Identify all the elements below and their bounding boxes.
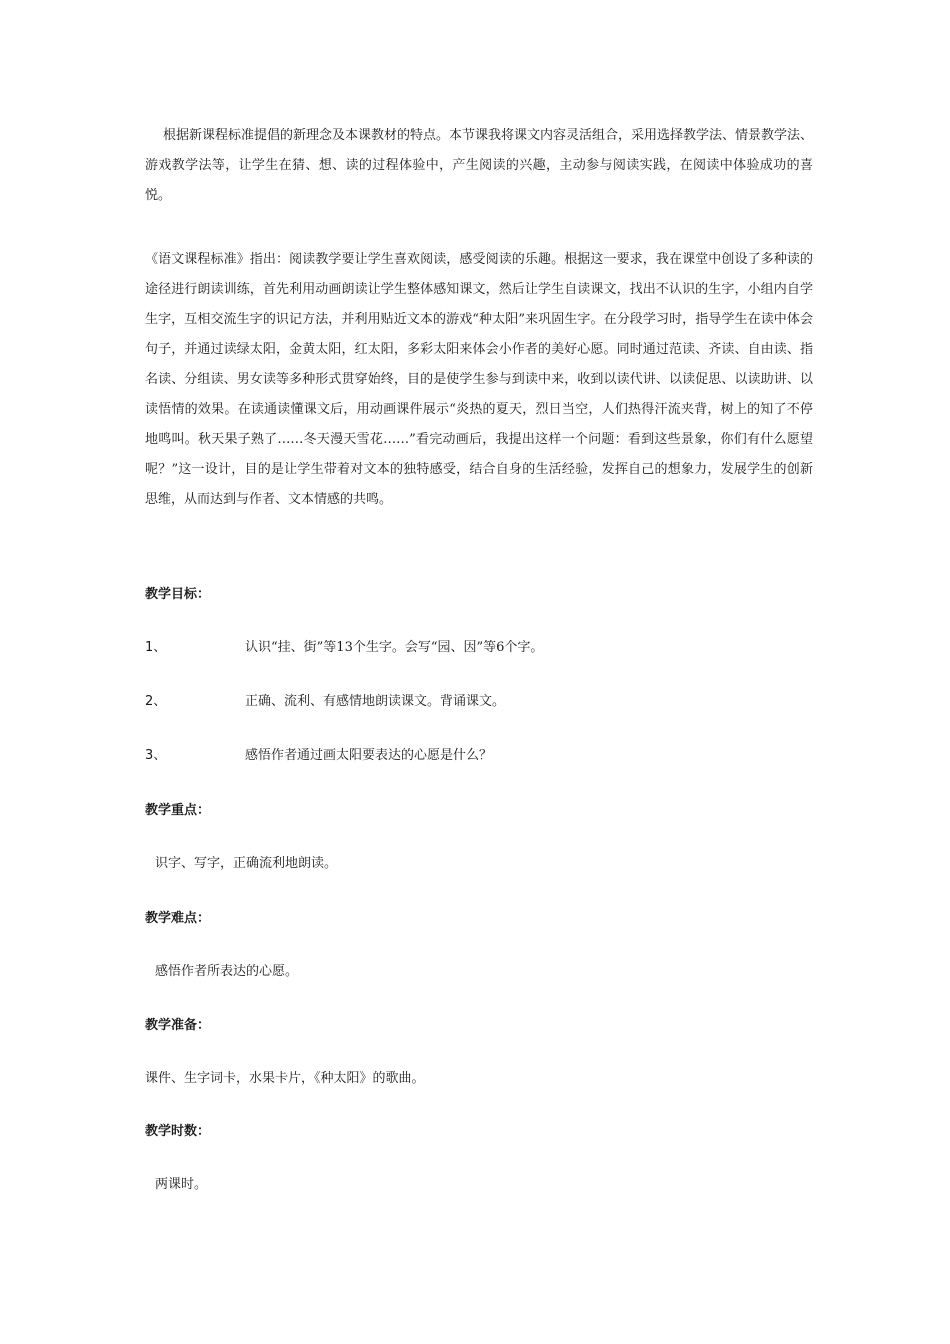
preparation-text: 课件、生字词卡，水果卡片，《种太阳》的歌曲。 <box>145 1071 425 1086</box>
difficulties-text: 感悟作者所表达的心愿。 <box>155 964 299 979</box>
goal-text: 正确、流利、有感情地朗读课文。背诵课文。 <box>245 694 506 709</box>
goal-text: 感悟作者通过画太阳要表达的心愿是什么？ <box>245 748 493 763</box>
goal-text: 认识“挂、街”等13个生字。会写“园、因”等6个字。 <box>245 640 544 655</box>
difficulties-heading: 教学难点： <box>145 911 211 926</box>
key-points-text: 识字、写字，正确流利地朗读。 <box>155 856 338 871</box>
goal-number: 3、 <box>145 748 167 763</box>
goals-heading: 教学目标： <box>145 587 211 602</box>
goal-number: 1、 <box>145 640 167 655</box>
key-points-heading: 教学重点： <box>145 803 211 818</box>
body-paragraph: 《语文课程标准》指出：阅读教学要让学生喜欢阅读，感受阅读的乐趣。根据这一要求，我在课堂中创设了多种读的途径进行朗读训练，首先利用动画朗读让学生整体感知课文，然后让学生自读课文，找出不认识的生字，小组内自学生字，互相交流生字的识记方法，并利用贴近文本的游戏“种太阳”来巩固生字。在分段学习时，指导学生在读中体会句子，并通过读绿太阳，金黄太阳，红太阳，多彩太阳来体会小作者的美好心愿。同时通过范读、齐读、自由读、指名读、分组读、男女读等多种形式贯穿始终，目的是使学生参与到读中来，收到以读代讲、以读促思、以读助讲、以读悟情的效果。在读通读懂课文后，用动画课件展示“炎热的夏天，烈日当空，人们热得汗流夹背，树上的知了不停地鸣叫。秋天果子熟了……冬天漫天雪花……”看完动画后，我提出这样一个问题：看到这些景象，你们有什么愿望呢？”这一设计，目的是让学生带着对文本的独特感受，结合自身的生活经验，发挥自己的想象力，发展学生的创新思维，从而达到与作者、文本情感的共鸣。 <box>145 252 813 507</box>
intro-paragraph: 根据新课程标准提倡的新理念及本课教材的特点。本节课我将课文内容灵活组合，采用选择教学法、情景教学法、游戏教学法等，让学生在猜、想、读的过程体验中，产生阅读的兴趣，主动参与阅读实践，在阅读中体验成功的喜悦。 <box>145 128 814 203</box>
goal-number: 2、 <box>145 694 167 709</box>
hours-text: 两课时。 <box>155 1177 208 1192</box>
preparation-heading: 教学准备： <box>145 1018 211 1033</box>
hours-heading: 教学时数： <box>145 1124 211 1139</box>
